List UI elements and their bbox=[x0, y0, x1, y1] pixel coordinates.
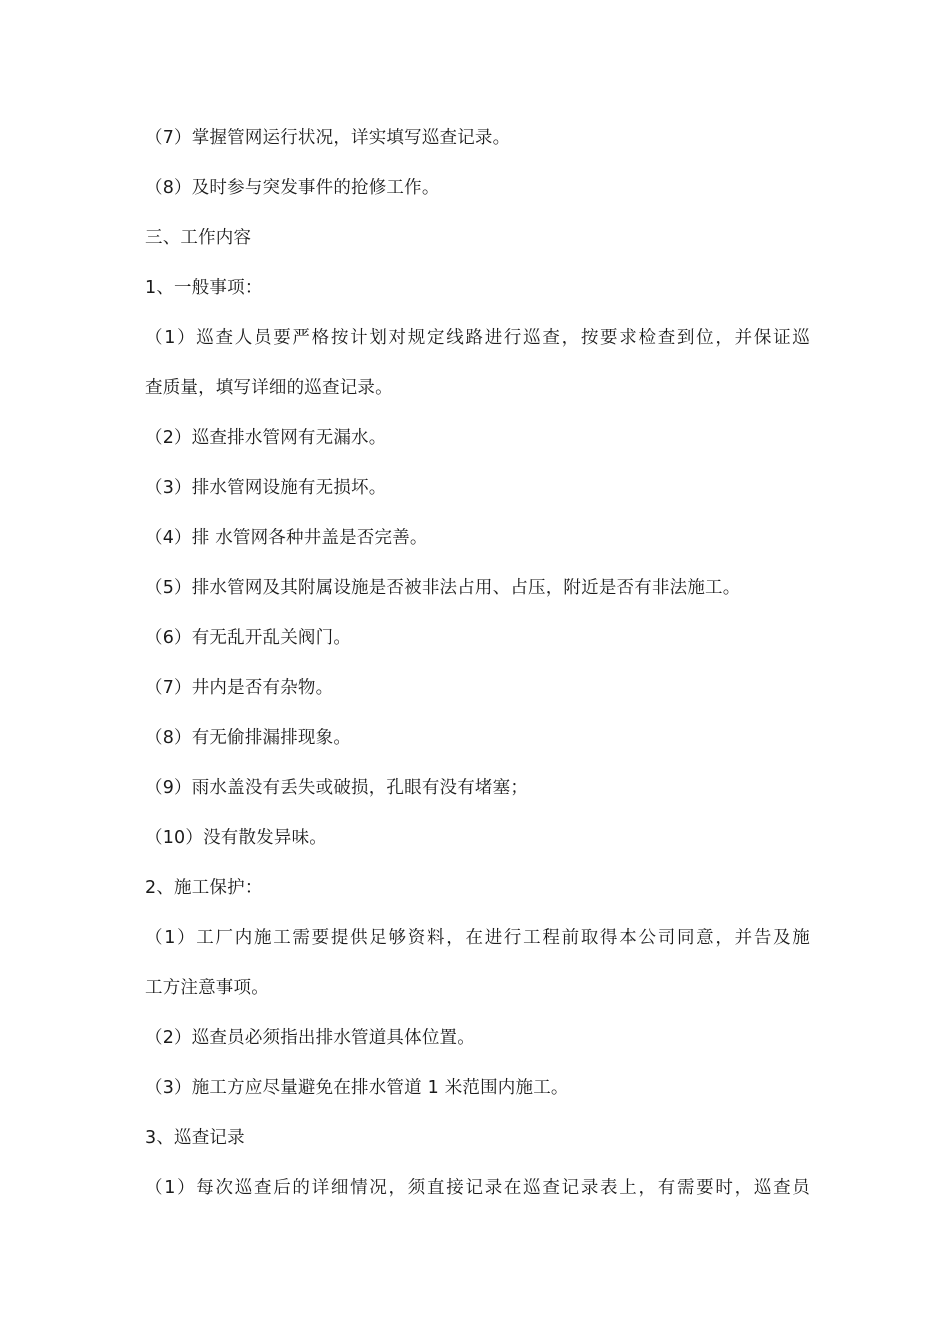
paragraph-line-7: （2）巡查排水管网有无漏水。 bbox=[145, 428, 387, 448]
paragraph-line-14: （9）雨水盖没有丢失或破损，孔眼有没有堵塞； bbox=[145, 778, 529, 798]
subsection-heading: 2、施工保护： bbox=[145, 878, 263, 898]
paragraph-line-15: （10）没有散发异味。 bbox=[145, 828, 327, 848]
document-body bbox=[145, 124, 810, 1224]
paragraph-line-10: （5）排水管网及其附属设施是否被非法占用、占压，附近是否有非法施工。 bbox=[145, 578, 741, 598]
paragraph-line-11: （6）有无乱开乱关阀门。 bbox=[145, 628, 352, 648]
paragraph-line-18: 工方注意事项。 bbox=[145, 978, 269, 998]
paragraph-line-1: （7）掌握管网运行状况，详实填写巡查记录。 bbox=[145, 128, 511, 148]
paragraph-line-2: （8）及时参与突发事件的抢修工作。 bbox=[145, 178, 440, 198]
section-heading: 三、工作内容 bbox=[145, 228, 252, 248]
paragraph-line-12: （7）井内是否有杂物。 bbox=[145, 678, 334, 698]
paragraph-line-22: （1）每次巡查后的详细情况，须直接记录在巡查记录表上，有需要时，巡查员 bbox=[145, 1178, 810, 1198]
paragraph-line-19: （2）巡查员必须指出排水管道具体位置。 bbox=[145, 1028, 475, 1048]
paragraph-line-8: （3）排水管网设施有无损坏。 bbox=[145, 478, 387, 498]
subsection-heading: 3、巡查记录 bbox=[145, 1128, 245, 1148]
paragraph-line-13: （8）有无偷排漏排现象。 bbox=[145, 728, 352, 748]
paragraph-line-6: 查质量，填写详细的巡查记录。 bbox=[145, 378, 393, 398]
paragraph-line-9: （4）排 水管网各种井盖是否完善。 bbox=[145, 528, 428, 548]
paragraph-line-20: （3）施工方应尽量避免在排水管道 1 米范围内施工。 bbox=[145, 1078, 569, 1098]
paragraph-line-17: （1）工厂内施工需要提供足够资料，在进行工程前取得本公司同意，并告及施 bbox=[145, 928, 810, 948]
subsection-heading: 1、一般事项： bbox=[145, 278, 263, 298]
paragraph-line-5: （1）巡查人员要严格按计划对规定线路进行巡查，按要求检查到位，并保证巡 bbox=[145, 328, 810, 348]
